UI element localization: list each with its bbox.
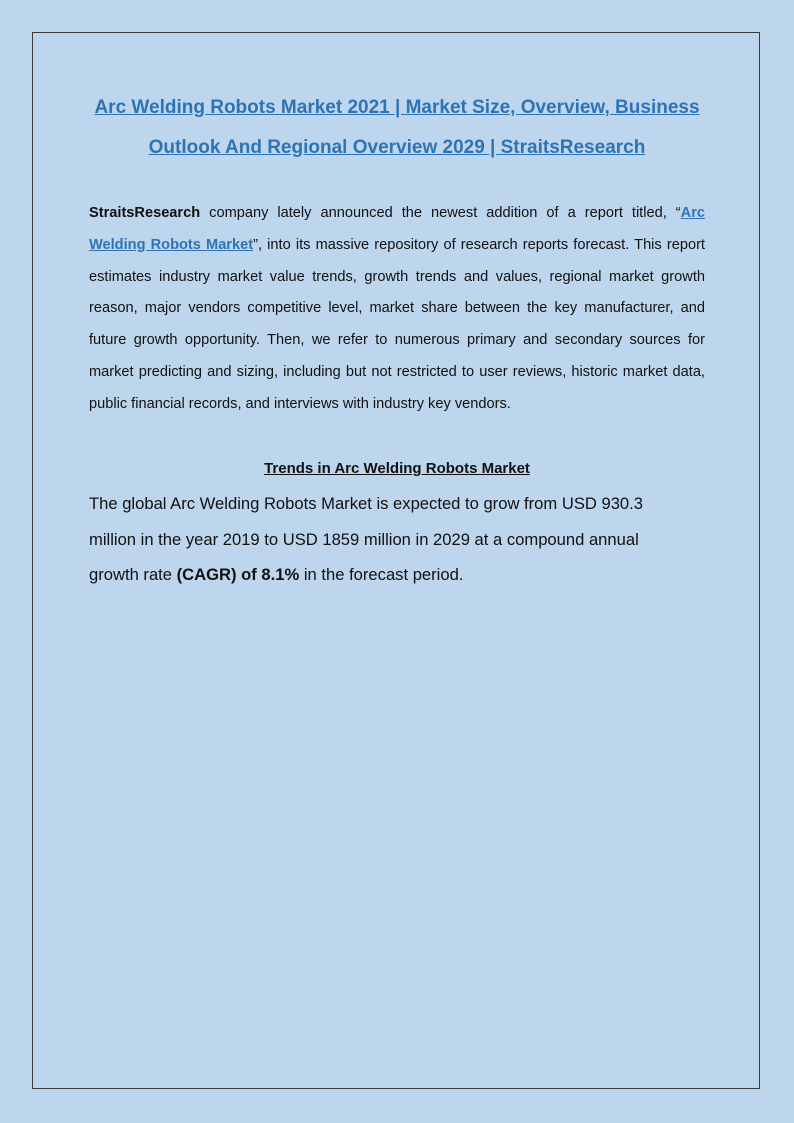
document-title bbox=[60, 88, 734, 168]
intro-paragraph bbox=[89, 198, 705, 421]
growth-text-after-bold: in the forecast period. bbox=[299, 565, 464, 584]
growth-paragraph bbox=[89, 486, 689, 593]
company-name: StraitsResearch bbox=[89, 205, 201, 221]
section-heading: Trends in Arc Welding Robots Market bbox=[264, 460, 530, 477]
intro-text-after-link: ”, into its massive repository of research reports forecast. This report estimates industry market value trends, growth trends and values, regional market growth reason, major vendors competitive level, market share between the key manufacturer, and future growth opportunity. Then, we refer to numerous primary and secondary sources for market predicting and sizing, including but not restricted to user reviews, historic market data, public financial records, and interviews with industry key vendors. bbox=[89, 236, 705, 412]
growth-text-before-bold: The global Arc Welding Robots Market is expected to grow from USD 930.3 million in the year 2019 to USD 1859 million in 2029 at a compound annual growth rate bbox=[89, 494, 644, 584]
cagr-highlight: (CAGR) of 8.1% bbox=[176, 565, 300, 584]
intro-text-before-link: company lately announced the newest addition of a report titled, “ bbox=[200, 205, 681, 221]
report-link[interactable]: Arc Welding Robots Market bbox=[89, 205, 705, 253]
title-link[interactable]: Arc Welding Robots Market 2021 | Market Size, Overview, Business Outlook And Regional Overview 2029 | StraitsResearch bbox=[94, 97, 700, 158]
